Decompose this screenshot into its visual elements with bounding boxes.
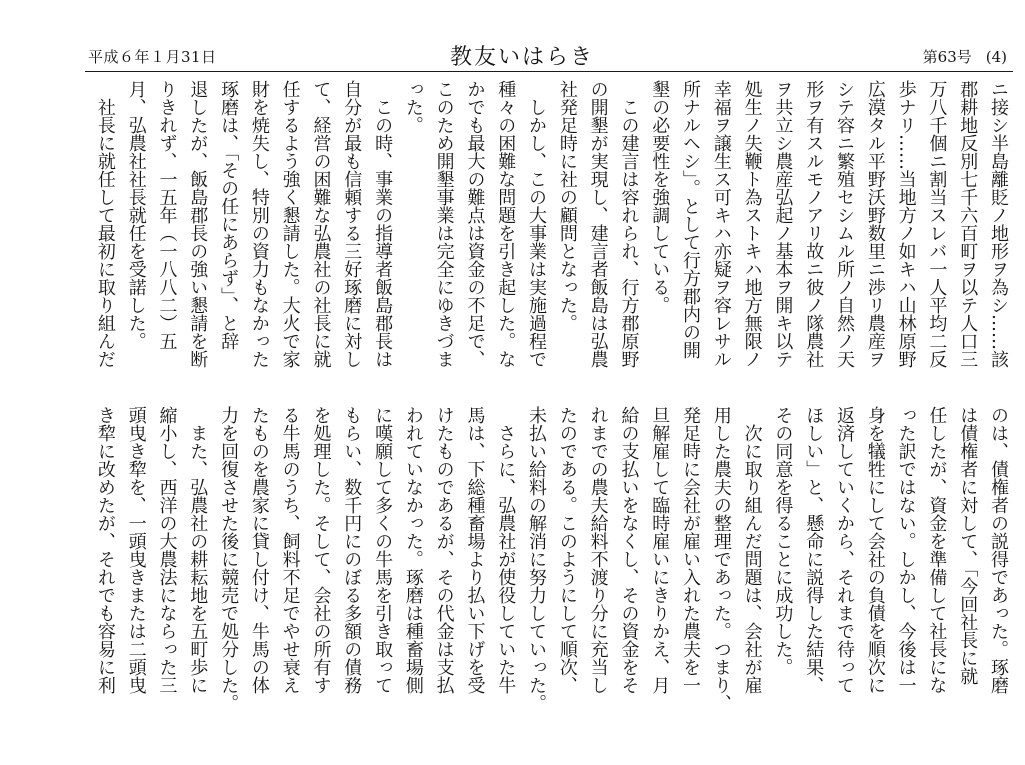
text-column: 身を犠牲にして会社の負債を順次に	[864, 406, 886, 694]
text-column: ヲ共立シ農産弘起ノ基本ヲ開キ以テ	[772, 80, 794, 368]
text-column: もらい、数千円にのぼる多額の債務	[341, 406, 363, 694]
text-column: 給の支払いをなくし、その資金をそ	[618, 406, 640, 694]
text-column: 月、弘農社社長就任を受諾した。	[125, 80, 147, 350]
text-column: 幸福ヲ譲生ス可キハ亦疑ヲ容レサル	[710, 80, 732, 368]
text-column: れまでの農夫給料不渡り分に充当し	[587, 406, 609, 694]
text-column: 墾の必要性を強調している。	[649, 80, 671, 314]
text-column: は債権者に対して、「今回社長に就	[957, 406, 979, 685]
text-column: る牛馬のうち、飼料不足でやせ衰え	[279, 406, 301, 694]
text-column: 任するよう強く懇請した。大火で家	[279, 80, 301, 368]
text-column: き犂に改めたが、それでも容易に利	[94, 406, 116, 694]
text-column: われていなかった。琢磨は種畜場側	[402, 406, 424, 694]
text-column: 用した農夫の整理であった。つまり、	[710, 406, 732, 712]
text-column: たのである。このようにして順次、	[556, 406, 578, 694]
text-column: 力を回復させた後に競売で処分した。	[218, 406, 240, 712]
text-column: ほしい」と、懸命に説得した結果、	[803, 406, 825, 694]
text-column: 退したが、飯島郡長の強い懇請を断	[187, 80, 209, 368]
text-column: った。	[402, 80, 424, 134]
text-column: 任したが、資金を準備して社長にな	[926, 406, 948, 694]
text-column: 社長に就任して最初に取り組んだ	[94, 80, 116, 368]
text-column: 広漠タル平野沃野数里ニ渉リ農産ヲ	[864, 80, 886, 368]
newspaper-title: 教友いはらき	[450, 45, 595, 70]
text-column: この時、事業の指導者飯島郡長は	[372, 80, 394, 368]
text-column: 歩ナリ……当地方ノ如キハ山林原野	[895, 80, 917, 368]
text-column: また、弘農社の耕耘地を五町歩に	[187, 406, 209, 694]
header-rule	[85, 71, 1013, 72]
issue-date: 平成６年１月31日	[88, 48, 217, 66]
text-column: ニ接シ半島離貶ノ地形ヲ為シ……該	[988, 80, 1009, 368]
text-column: 種々の困難な問題を引き起した。な	[495, 80, 517, 368]
text-column: った訳ではない。しかし、今後は一	[895, 406, 917, 694]
text-column: て、経営の困難な弘農社の社長に就	[310, 80, 332, 368]
text-column: けたものであるが、その代金は支払	[433, 406, 455, 694]
text-column: さらに、弘農社が使役していた牛	[495, 406, 517, 694]
text-column: 縮小し、西洋の大農法にならった三	[156, 406, 178, 694]
text-block-bottom	[89, 406, 1013, 716]
text-column: 万八千個ニ割当スレバ一人平均二反	[926, 80, 948, 368]
text-column: に嘆願して多くの牛馬を引き取って	[372, 406, 394, 694]
text-column: 頭曳き犂を、一頭曳きまたは二頭曳	[125, 406, 147, 694]
text-column: 次に取り組んだ問題は、会社が雇	[741, 406, 763, 694]
text-column: 処生ノ失鞭ト為ストキハ地方無限ノ	[741, 80, 763, 368]
text-column: その同意を得ることに成功した。	[772, 406, 794, 676]
text-column: しかし、この大事業は実施過程で	[526, 80, 548, 368]
text-column: を処理した。そして、会社の所有す	[310, 406, 332, 694]
text-column: 旦解雇して臨時雇いにきりかえ、月	[649, 406, 671, 694]
text-column: 返済していくから、それまで待って	[834, 406, 856, 694]
text-block-top	[89, 80, 1013, 390]
text-column: 未払い給料の解消に努力していった。	[526, 406, 548, 712]
text-column: 琢磨は、「その任にあらず」、と辞	[218, 80, 240, 350]
text-column: のは、債権者の説得であった。琢磨	[988, 406, 1009, 694]
text-column: シテ容ニ繁殖セシムル所ノ自然ノ天	[834, 80, 856, 368]
issue-number: 第63号	[922, 48, 972, 66]
issue-info	[923, 46, 1007, 67]
text-column: たものを農家に貸し付け、牛馬の体	[248, 406, 270, 694]
text-column: 所ナルヘシ」。として行方郡内の開	[680, 80, 702, 359]
text-column: りきれず、一五年（一八八二）五	[156, 80, 178, 350]
page-number: (4)	[985, 48, 1007, 66]
text-column: 発足時に会社が雇い入れた農夫を一	[680, 406, 702, 694]
text-column: 財を焼失し、特別の資力もなかった	[248, 80, 270, 368]
text-column: 馬は、下総種畜場より払い下げを受	[464, 406, 486, 694]
text-column: かでも最大の難点は資金の不足で、	[464, 80, 486, 368]
text-column: 自分が最も信頼する三好琢磨に対し	[341, 80, 363, 368]
text-column: 形ヲ有スルモノアリ故ニ彼ノ隊農社	[803, 80, 825, 368]
text-column: この建言は容れられ、行方郡原野	[618, 80, 640, 368]
text-column: このため開墾事業は完全にゆきづま	[433, 80, 455, 368]
text-column: 社発足時に社の顧問となった。	[556, 80, 578, 332]
text-column: 郡耕地反別七千六百町ヲ以テ人口三	[957, 80, 979, 368]
text-column: の開墾が実現し、建言者飯島は弘農	[587, 80, 609, 368]
